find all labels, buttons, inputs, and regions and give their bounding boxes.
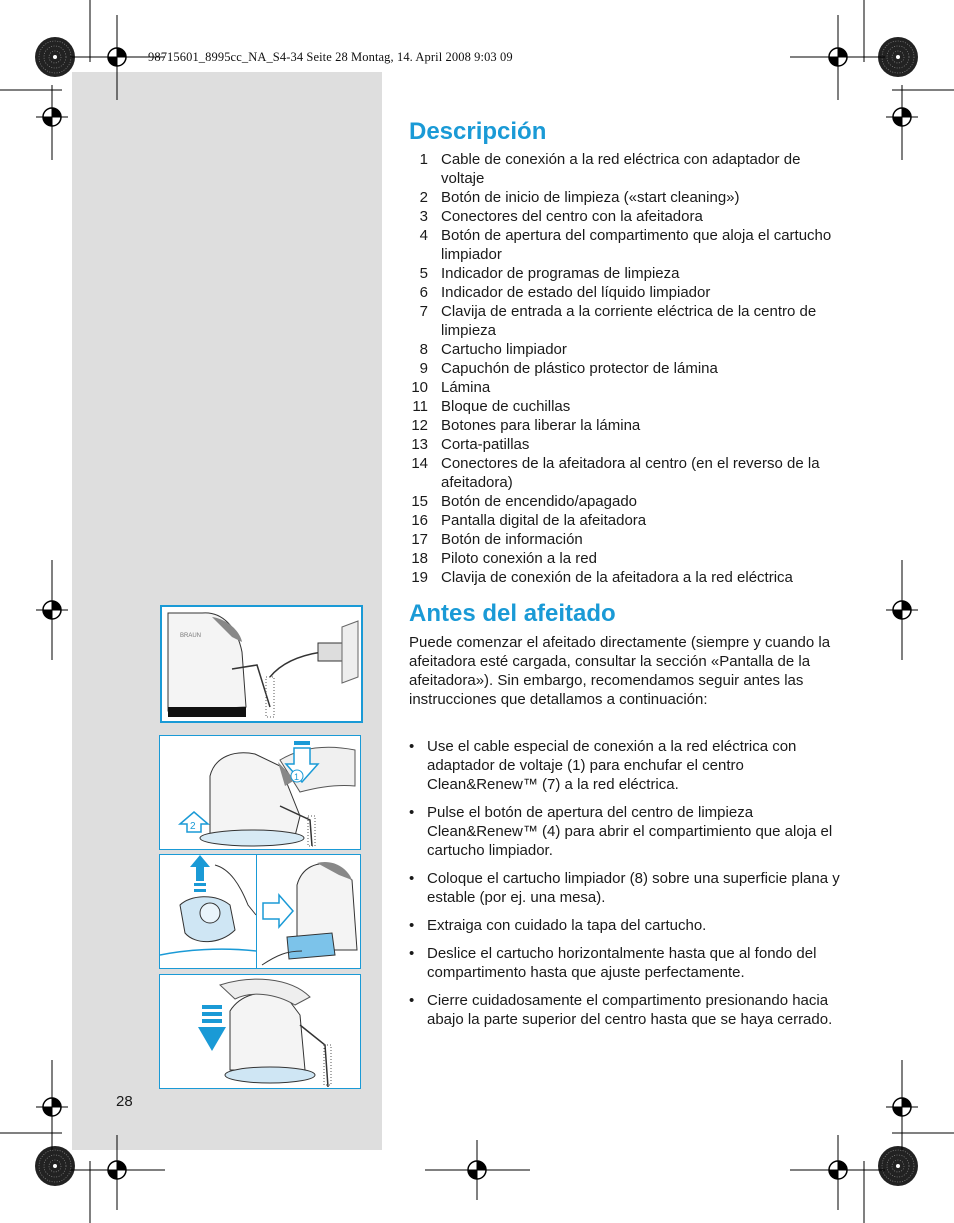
bullet-glyph: • <box>409 917 415 934</box>
description-item <box>403 226 843 264</box>
instruction-bullet <box>409 803 841 860</box>
description-item-text: Botones para liberar la lámina <box>441 417 641 434</box>
description-item <box>403 568 843 587</box>
description-item-text: Pantalla digital de la afeitadora <box>441 512 647 529</box>
description-item-number: 2 <box>419 189 428 206</box>
description-item-number: 11 <box>412 398 428 415</box>
description-item-text: Botón de encendido/apagado <box>441 493 638 510</box>
description-item <box>403 397 843 416</box>
description-item-number: 9 <box>419 360 428 377</box>
description-item <box>403 302 843 340</box>
section-title-antes-del-afeitado: Antes del afeitado <box>409 600 616 627</box>
description-item <box>403 207 843 226</box>
description-item <box>403 530 843 549</box>
description-item-text: Botón de apertura del compartimento que aloja el cartucho limpiador <box>441 227 832 263</box>
instruction-bullets <box>409 737 841 1038</box>
description-item-text: Botón de información <box>441 531 583 548</box>
bullet-text: Use el cable especial de conexión a la red eléctrica con adaptador de voltaje (1) para enchufar el centro Clean&Renew™ (7) a la red eléctrica. <box>427 738 797 793</box>
bullet-text: Cierre cuidadosamente el compartimento presionando hacia abajo la parte superior del centro hasta que se haya cerrado. <box>427 992 833 1028</box>
description-item-number: 7 <box>419 303 428 320</box>
description-item-number: 1 <box>419 151 428 168</box>
description-item <box>403 150 843 188</box>
description-item <box>403 188 843 207</box>
description-item-text: Conectores del centro con la afeitadora <box>441 208 703 225</box>
illustration-open-compartment <box>159 735 361 850</box>
description-item <box>403 511 843 530</box>
description-item-number: 13 <box>411 436 428 453</box>
description-item-number: 10 <box>411 379 428 396</box>
description-item-text: Cartucho limpiador <box>441 341 567 358</box>
bullet-text: Pulse el botón de apertura del centro de limpieza Clean&Renew™ (4) para abrir el compartimiento que aloja el cartucho limpiador. <box>427 804 833 859</box>
description-item-text: Clavija de entrada a la corriente eléctrica de la centro de limpieza <box>441 303 817 339</box>
description-item-number: 6 <box>419 284 428 301</box>
description-item <box>403 359 843 378</box>
description-item-text: Conectores de la afeitadora al centro (en el reverso de la afeitadora) <box>441 455 820 491</box>
instruction-bullet <box>409 737 841 794</box>
bullet-text: Extraiga con cuidado la tapa del cartucho. <box>427 917 707 934</box>
bullet-glyph: • <box>409 945 415 962</box>
description-item-number: 14 <box>411 455 428 472</box>
svg-text:BRAUN: BRAUN <box>180 633 202 639</box>
description-item-text: Clavija de conexión de la afeitadora a la red eléctrica <box>441 569 793 586</box>
description-item-number: 12 <box>411 417 428 434</box>
description-item-number: 4 <box>419 227 428 244</box>
description-item-number: 17 <box>411 531 428 548</box>
instruction-bullet <box>409 916 841 935</box>
page-number: 28 <box>116 1093 133 1110</box>
bullet-text: Deslice el cartucho horizontalmente hasta que al fondo del compartimento hasta que ajuste perfectamente. <box>427 945 817 981</box>
section-title-descripcion: Descripción <box>409 118 547 145</box>
description-item-text: Capuchón de plástico protector de lámina <box>441 360 718 377</box>
illustration-remove-lid <box>159 854 257 969</box>
illustration-plug-in <box>160 605 363 723</box>
intro-paragraph: Puede comenzar el afeitado directamente (siempre y cuando la afeitadora esté cargada, consultar la sección «Pantalla de la afeitadora»). Sin embargo, recomendamos seguir antes las instrucciones que detallamos a continuación: <box>409 634 831 708</box>
bullet-text: Coloque el cartucho limpiador (8) sobre una superficie plana y estable (por ej. una mesa). <box>427 870 840 906</box>
description-item-text: Indicador de programas de limpieza <box>441 265 680 282</box>
description-item-text: Piloto conexión a la red <box>441 550 597 567</box>
description-item <box>403 549 843 568</box>
instruction-bullet <box>409 991 841 1029</box>
description-item-number: 19 <box>411 569 428 586</box>
description-item-number: 3 <box>419 208 428 225</box>
description-item <box>403 340 843 359</box>
description-item-number: 8 <box>419 341 428 358</box>
bullet-glyph: • <box>409 992 415 1009</box>
figure-label-1: 1 <box>294 772 300 782</box>
description-item <box>403 492 843 511</box>
illustration-slide-cartridge <box>256 854 361 969</box>
description-item-text: Cable de conexión a la red eléctrica con adaptador de voltaje <box>441 151 801 187</box>
description-item-text: Corta-patillas <box>441 436 530 453</box>
description-item-text: Botón de inicio de limpieza («start cleaning») <box>441 189 740 206</box>
instruction-bullet <box>409 869 841 907</box>
bullet-glyph: • <box>409 870 415 887</box>
description-item <box>403 416 843 435</box>
print-info-header: 98715601_8995cc_NA_S4-34 Seite 28 Montag, 14. April 2008 9:03 09 <box>148 50 513 64</box>
description-list <box>403 150 843 587</box>
instruction-bullet <box>409 944 841 982</box>
description-item-text: Indicador de estado del líquido limpiador <box>441 284 711 301</box>
description-item-number: 15 <box>411 493 428 510</box>
figure-label-2: 2 <box>190 821 196 832</box>
description-item <box>403 283 843 302</box>
description-item-text: Bloque de cuchillas <box>441 398 571 415</box>
illustration-close-compartment <box>159 974 361 1089</box>
description-item <box>403 378 843 397</box>
description-item-number: 16 <box>411 512 428 529</box>
description-item-number: 18 <box>411 550 428 567</box>
bullet-glyph: • <box>409 804 415 821</box>
description-item <box>403 454 843 492</box>
bullet-glyph: • <box>409 738 415 755</box>
description-item-text: Lámina <box>441 379 491 396</box>
description-item <box>403 264 843 283</box>
description-item <box>403 435 843 454</box>
description-item-number: 5 <box>419 265 428 282</box>
